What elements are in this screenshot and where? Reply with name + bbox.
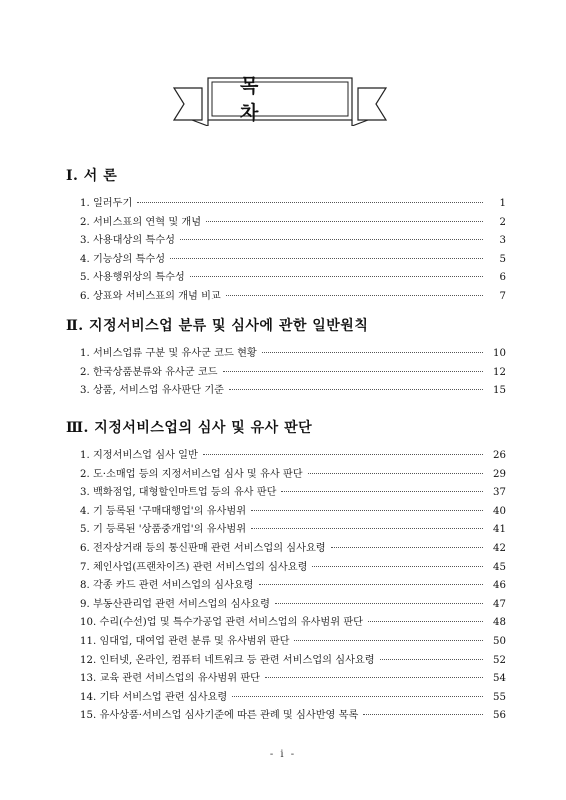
toc-entry-page: 50 [493, 635, 506, 647]
toc-entry-label: 14. 기타 서비스업 관련 심사요령 [80, 691, 228, 703]
toc-entry-page: 2 [499, 216, 506, 228]
toc-entry-label: 13. 교육 관련 서비스업의 유사범위 판단 [80, 673, 261, 685]
toc-entry-page: 3 [499, 235, 506, 247]
toc-entry-page: 26 [493, 450, 506, 461]
toc-entry-page: 6 [499, 272, 506, 284]
toc-entry[interactable] [80, 344, 506, 363]
dot-leader [262, 352, 483, 353]
toc-entry-page: 12 [493, 366, 506, 378]
section-intro [66, 166, 506, 306]
dot-leader [294, 640, 483, 641]
toc-entry-page: 5 [499, 253, 506, 265]
toc-entry-label: 5. 사용행위상의 특수성 [80, 272, 185, 284]
toc-entry-label: 6. 전자상거래 등의 통신판매 관련 서비스업의 심사요령 [80, 542, 326, 554]
toc-entry[interactable] [80, 250, 506, 269]
toc-entry-page: 41 [493, 524, 506, 536]
dot-leader [206, 221, 483, 222]
toc-entry-page: 56 [493, 710, 506, 722]
dot-leader [312, 566, 483, 567]
dot-leader [223, 371, 483, 372]
toc-entry[interactable] [80, 706, 506, 725]
toc-entry[interactable] [80, 520, 506, 539]
toc-entry-label: 10. 수리(수선)업 및 특수가공업 관련 서비스업의 유사범위 판단 [80, 617, 364, 629]
dot-leader [265, 677, 483, 678]
toc-entry[interactable] [80, 268, 506, 287]
dot-leader [251, 510, 483, 511]
toc-entry-label: 1. 일러두기 [80, 198, 133, 209]
toc-entry[interactable] [80, 688, 506, 707]
toc-entry-page: 47 [493, 598, 506, 610]
toc-entry-page: 55 [493, 691, 506, 703]
toc-entry-page: 54 [493, 673, 506, 685]
toc-entry[interactable] [80, 651, 506, 670]
dot-leader [275, 603, 483, 604]
toc-entry-label: 6. 상표와 서비스표의 개념 비교 [80, 290, 221, 302]
toc-entry[interactable] [80, 539, 506, 558]
toc-entry-label: 4. 기 등록된 '구매대행업'의 유사범위 [80, 505, 247, 517]
section-heading: Ⅲ. 지정서비스업의 심사 및 유사 판단 [66, 420, 313, 436]
toc-entry-label: 2. 서비스표의 연혁 및 개념 [80, 216, 202, 228]
toc-entry[interactable] [80, 613, 506, 632]
dot-leader [259, 584, 483, 585]
toc-entry-label: 1. 지정서비스업 심사 일반 [80, 450, 198, 461]
title-banner [170, 74, 390, 126]
dot-leader [137, 202, 483, 203]
toc-entry[interactable] [80, 213, 506, 232]
toc-entry-page: 40 [493, 505, 506, 517]
toc-entry[interactable] [80, 465, 506, 484]
toc-entry[interactable] [80, 502, 506, 521]
toc-entry-label: 7. 체인사업(프랜차이즈) 관련 서비스업의 심사요령 [80, 561, 308, 573]
toc-entry-label: 3. 사용대상의 특수성 [80, 235, 175, 247]
dot-leader [226, 295, 483, 296]
dot-leader [281, 491, 483, 492]
toc-entry[interactable] [80, 669, 506, 688]
toc-entry[interactable] [80, 381, 506, 400]
toc-entry-label: 15. 유사상품·서비스업 심사기준에 따른 관례 및 심사반영 목록 [80, 710, 359, 722]
toc-entry[interactable] [80, 595, 506, 614]
toc-entry[interactable] [80, 287, 506, 306]
toc-entry[interactable] [80, 483, 506, 502]
toc-entry[interactable] [80, 363, 506, 382]
toc-entry-page: 52 [493, 654, 506, 666]
dot-leader [232, 696, 483, 697]
toc-entry[interactable] [80, 446, 506, 465]
toc-entry-page: 10 [493, 348, 506, 359]
section-heading: Ⅰ. 서 론 [66, 168, 118, 184]
toc-entry-page: 46 [493, 580, 506, 592]
section-general-principles [66, 316, 506, 400]
dot-leader [251, 528, 483, 529]
dot-leader [170, 258, 483, 259]
toc-list [80, 194, 506, 306]
toc-list [80, 446, 506, 725]
toc-entry-page: 1 [499, 198, 506, 209]
toc-entry-page: 45 [493, 561, 506, 573]
page-number: - i - [269, 749, 297, 760]
toc-entry[interactable] [80, 558, 506, 577]
toc-entry-page: 37 [493, 487, 506, 499]
dot-leader [363, 714, 483, 715]
dot-leader [368, 621, 483, 622]
dot-leader [180, 239, 483, 240]
toc-entry[interactable] [80, 194, 506, 213]
toc-entry-label: 3. 백화점업, 대형할인마트업 등의 유사 판단 [80, 487, 277, 499]
toc-entry-label: 2. 도·소매업 등의 지정서비스업 심사 및 유사 판단 [80, 468, 303, 480]
toc-entry-label: 1. 서비스업류 구분 및 유사군 코드 현황 [80, 348, 257, 359]
toc-entry-page: 15 [493, 385, 506, 397]
page-title: 목 차 [240, 75, 289, 124]
toc-entry-label: 12. 인터넷, 온라인, 컴퓨터 네트워크 등 관련 서비스업의 심사요령 [80, 654, 375, 666]
toc-entry[interactable] [80, 231, 506, 250]
toc-entry-label: 4. 기능상의 특수성 [80, 253, 166, 265]
toc-entry-label: 11. 임대업, 대여업 관련 분류 및 유사범위 판단 [80, 635, 290, 647]
toc-entry-page: 42 [493, 542, 506, 554]
section-examination [66, 418, 506, 725]
toc-entry-label: 9. 부동산관리업 관련 서비스업의 심사요령 [80, 598, 270, 610]
toc-entry-label: 8. 각종 카드 관련 서비스업의 심사요령 [80, 580, 254, 592]
dot-leader [308, 473, 483, 474]
toc-entry-page: 29 [493, 468, 506, 480]
dot-leader [380, 659, 483, 660]
toc-entry-label: 2. 한국상품분류와 유사군 코드 [80, 366, 218, 378]
dot-leader [331, 547, 483, 548]
section-heading: Ⅱ. 지정서비스업 분류 및 심사에 관한 일반원칙 [66, 318, 369, 334]
dot-leader [229, 389, 483, 390]
dot-leader [203, 454, 483, 455]
toc-list [80, 344, 506, 400]
toc-entry-label: 5. 기 등록된 '상품중개업'의 유사범위 [80, 524, 247, 536]
dot-leader [190, 276, 483, 277]
toc-entry[interactable] [80, 632, 506, 651]
toc-entry[interactable] [80, 576, 506, 595]
toc-entry-label: 3. 상품, 서비스업 유사판단 기준 [80, 385, 225, 397]
toc-entry-page: 7 [499, 290, 506, 302]
toc-entry-page: 48 [493, 617, 506, 629]
